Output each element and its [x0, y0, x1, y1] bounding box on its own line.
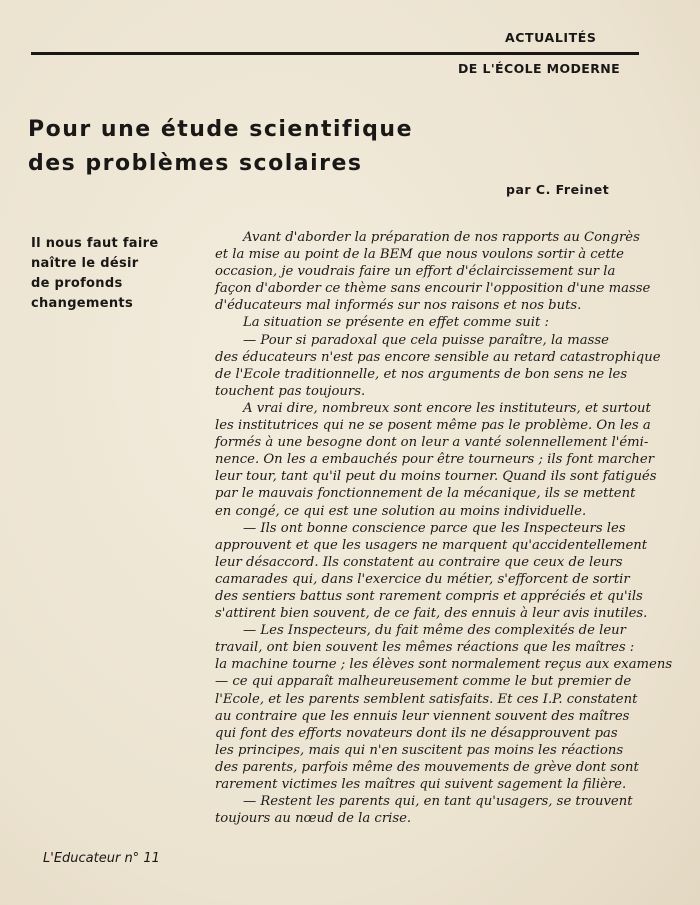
article-line: d'éducateurs mal informés sur nos raisons et nos buts.: [215, 298, 582, 314]
sidebar-line: naître le désir: [31, 256, 139, 271]
article-line: en congé, ce qui est une solution au moins individuelle.: [215, 503, 587, 519]
article-paragraph: [215, 314, 655, 331]
article-line: des éducateurs n'est pas encore sensible au retard catastrophique: [215, 349, 661, 365]
article-line: travail, ont bien souvent les mêmes réactions que les maîtres :: [215, 640, 635, 656]
article-line: — Ils ont bonne conscience parce que les Inspecteurs les: [243, 520, 626, 536]
article-line: — Pour si paradoxal que cela puisse paraître, la masse: [243, 332, 609, 348]
article-paragraph: [215, 622, 673, 793]
publication-footer: L'Educateur n° 11: [43, 851, 160, 866]
article-byline: par C. Freinet: [506, 182, 610, 197]
section-header-ecole-moderne: DE L'ÉCOLE MODERNE: [458, 61, 621, 76]
article-line: — ce qui apparaît malheureusement comme le but premier de: [215, 674, 632, 690]
article-line: leur tour, tant qu'il peut du moins tourner. Quand ils sont fatigués: [215, 469, 657, 485]
article-line: l'Ecole, et les parents semblent satisfaits. Et ces I.P. constatent: [215, 691, 638, 707]
article-paragraph: [215, 229, 655, 314]
article-paragraph: [215, 520, 655, 623]
article-line: — Les Inspecteurs, du fait même des complexités de leur: [243, 623, 626, 639]
article-line: La situation se présente en effet comme suit :: [243, 315, 549, 331]
article-line: les institutrices qui ne se posent même pas le problème. On les a: [215, 418, 651, 434]
article-body: [215, 229, 673, 827]
article-paragraph: [215, 793, 655, 827]
sidebar-line: de profonds: [31, 276, 123, 291]
article-line: approuvent et que les usagers ne marquent qu'accidentellement: [215, 537, 648, 553]
article-title-line-2: des problèmes scolaires: [28, 151, 363, 176]
article-line: au contraire que les ennuis leur viennent souvent des maîtres: [215, 708, 630, 724]
article-line: s'attirent bien souvent, de ce fait, des ennuis à leur avis inutiles.: [215, 606, 648, 622]
article-line: rarement victimes les maîtres qui suivent sagement la filière.: [215, 777, 627, 792]
article-line: des parents, parfois même des mouvements de grève dont sont: [215, 759, 639, 775]
article-paragraph: [215, 332, 661, 400]
article-line: touchent pas toujours.: [215, 383, 366, 399]
sidebar-line: changements: [31, 296, 133, 311]
article-line: A vrai dire, nombreux sont encore les instituteurs, et surtout: [243, 400, 651, 416]
article-paragraph: [215, 400, 655, 520]
article-line: occasion, je voudrais faire un effort d'éclaircissement sur la: [215, 264, 616, 280]
article-line: — Restent les parents qui, en tant qu'usagers, se trouvent: [243, 794, 633, 810]
article-line: camarades qui, dans l'exercice du métier, s'efforcent de sortir: [215, 571, 630, 587]
article-title: [28, 113, 413, 181]
article-line: des sentiers battus sont rarement compris et appréciés et qu'ils: [215, 588, 643, 604]
article-line: par le mauvais fonctionnement de la mécanique, ils se mettent: [215, 486, 636, 502]
header-rule: [31, 52, 639, 55]
article-line: les principes, mais qui n'en suscitent pas moins les réactions: [215, 742, 624, 758]
section-header-actualites: ACTUALITÉS: [505, 30, 597, 45]
sidebar-line: Il nous faut faire: [31, 236, 159, 251]
article-line: nence. On les a embauchés pour être tourneurs ; ils font marcher: [215, 452, 655, 468]
article-line: de l'Ecole traditionnelle, et nos arguments de bon sens ne les: [215, 366, 628, 382]
sidebar-pullquote: [31, 234, 201, 314]
article-line: leur désaccord. Ils constatent au contraire que ceux de leurs: [215, 554, 623, 570]
article-line: façon d'aborder ce thème sans encourir l'opposition d'une masse: [215, 281, 651, 297]
article-title-line-1: Pour une étude scientifique: [28, 117, 414, 142]
article-line: Avant d'aborder la préparation de nos rapports au Congrès: [243, 230, 640, 245]
article-line: et la mise au point de la BEM que nous voulons sortir à cette: [215, 247, 624, 263]
article-line: la machine tourne ; les élèves sont normalement reçus aux examens: [215, 657, 673, 673]
article-line: formés à une besogne dont on leur a vanté solennellement l'émi-: [215, 435, 649, 451]
article-line: qui font des efforts novateurs dont ils ne désapprouvent pas: [215, 725, 618, 741]
article-line: toujours au nœud de la crise.: [215, 811, 412, 827]
